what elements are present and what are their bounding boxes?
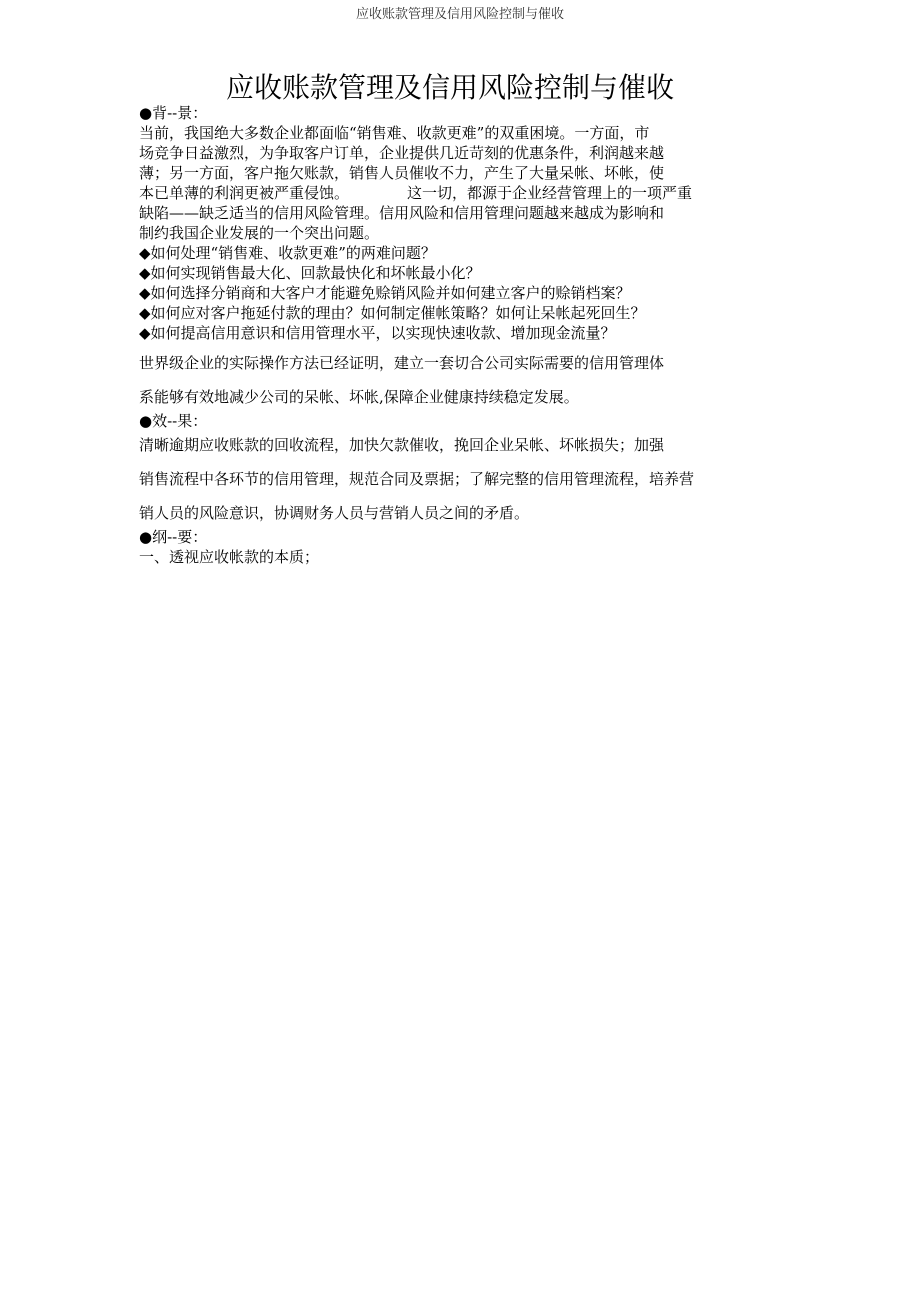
- proof-line: 世界级企业的实际操作方法已经证明，建立一套切合公司实际需要的信用管理体: [139, 354, 665, 372]
- paragraph-line: 缺陷——缺乏适当的信用风险管理。信用风险和信用管理问题越来越成为影响和: [139, 204, 665, 222]
- paragraph-line: 制约我国企业发展的一个突出问题。: [139, 224, 380, 242]
- document-body: [139, 103, 789, 567]
- running-header: 应收账款管理及信用风险控制与催收: [355, 7, 564, 22]
- proof-line: 系能够有效地减少公司的呆帐、坏帐,保障企业健康持续稳定发展。: [139, 388, 579, 406]
- paragraph-segment: 这一切，都源于企业经营管理上的一项严重: [407, 184, 693, 202]
- outline-item: 一、透视应收帐款的本质；: [139, 548, 320, 566]
- effect-line: 销人员的风险意识，协调财务人员与营销人员之间的矛盾。: [139, 504, 530, 522]
- effect-paragraph: [139, 435, 789, 523]
- question-item: ◆如何应对客户拖延付款的理由？如何制定催帐策略？如何让呆帐起死回生？: [139, 304, 646, 322]
- question-item: ◆如何处理“销售难、收款更难”的两难问题？: [139, 244, 436, 262]
- paragraph-line: 当前，我国绝大多数企业都面临“销售难、收款更难”的双重困境。一方面，市: [139, 124, 650, 142]
- paragraph-line: 场竞争日益激烈，为争取客户订单，企业提供几近苛刻的优惠条件，利润越来越: [139, 144, 665, 162]
- question-item: ◆如何选择分销商和大客户才能避免赊销风险并如何建立客户的赊销档案？: [139, 284, 631, 302]
- paragraph-line: 薄；另一方面，客户拖欠账款，销售人员催收不力，产生了大量呆帐、坏帐，使: [139, 164, 665, 182]
- effect-heading: ●效--果：: [139, 412, 208, 430]
- paragraph-segment: 本已单薄的利润更被严重侵蚀。: [139, 184, 350, 202]
- background-paragraph: [139, 123, 789, 243]
- outline-heading: ●纲--要：: [139, 528, 208, 546]
- question-list: [139, 243, 789, 343]
- background-heading: ●背--景：: [139, 104, 208, 122]
- document-title: 应收账款管理及信用风险控制与催收: [225, 71, 674, 104]
- effect-line: 清晰逾期应收账款的回收流程，加快欠款催收，挽回企业呆帐、坏帐损失；加强: [139, 436, 665, 454]
- effect-line: 销售流程中各环节的信用管理，规范合同及票据；了解完整的信用管理流程，培养营: [139, 470, 695, 488]
- paragraph-line-split: [139, 183, 789, 203]
- question-item: ◆如何提高信用意识和信用管理水平，以实现快速收款、增加现金流量？: [139, 324, 616, 342]
- question-item: ◆如何实现销售最大化、回款最快化和坏帐最小化？: [139, 264, 481, 282]
